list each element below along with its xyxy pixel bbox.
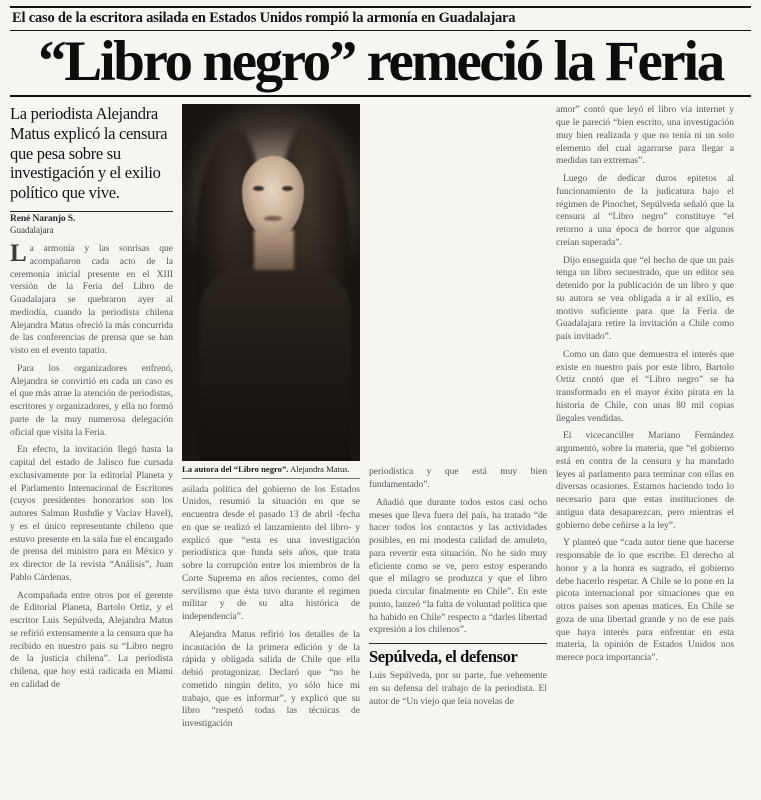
column-3-body-top — [369, 466, 547, 637]
paragraph: Luis Sepúlveda, por su parte, fue vehemente en su defensa del trabajo de la periodista. El autor de “Un viejo que leía novelas de — [369, 670, 547, 707]
byline — [10, 211, 173, 236]
article-columns — [10, 104, 751, 772]
paragraph: Añadió que durante todos estos casi ocho meses que lleva fuera del país, ha tratado “de hacer todos los contactos y las actividades posibles, en mi modesta calidad de amuleto, para revertir esta situación. No he sido muy eficiente como se ve, pero estoy esperando que el milagro se produzca y que el libro pueda circular finalmente en Chile”. En este punto, lanzeó “la falta de voluntad política que ha habido en Chile” respecto a “darles libertad expresión a los chilenos”. — [369, 496, 547, 636]
byline-author: René Naranjo S. — [10, 214, 76, 225]
paragraph: Alejandra Matus refirió los detalles de la incautación de la primera edición y de la rápida y obligada salida de Chile que ella debió protagonizar. Declaró que “no he cometido ningún delito, yo sólo hice mi trabajo, que es informar”, y explicó que su libro “respetó todas las técnicas de investigación — [182, 628, 360, 730]
paragraph: Y planteó que “cada autor tiene que hacerse responsable de lo que escribe. El derecho al honor y a la honra es sagrado, el gobierno debe hacerlo respetar. A Chile se lo pone en la picota internacional por situaciones que en otros países son apenas matices. En Chile se goza de una libertad grande y no de ese país que haya interés para enfrentar en esta materia, la opinión de Estados Unidos nos merece poca importancia”. — [556, 537, 734, 664]
column-1-body — [10, 240, 173, 692]
paragraph: Luego de dedicar duros epítetos al funcionamiento de la judicatura bajo el régimen de Pinochet, Sepúlveda señaló que la censura al “Libro negro” constituye “el retorno a una época de horror que algunos creían superada”. — [556, 173, 734, 248]
column-3-spacer — [369, 104, 547, 466]
paragraph: Para los organizadores enfrenó, Alejandra se convirtió en cada un caso es el que más atrae la atención de periodistas, escritores y organizadores, y ella no formó parte de la muy numerosa delegación oficial que visita la Feria. — [10, 362, 173, 438]
photo-caption-rest: Alejandra Matus. — [288, 464, 350, 475]
standfirst: La periodista Alejandra Matus explicó la censura que pesa sobre su investigación y el exilio político que vive. — [10, 104, 168, 202]
author-photo — [182, 104, 360, 461]
paragraph: La armonía y las sonrisas que acompañaron cada acto de la ceremonia inicial presente en el XIII versión de la Feria del Libro de Guadalajara se quebraron ayer al mediodía, cuando la periodista chilena Alejandra Matus ofreció la más concurrida de las conferencias de prensa que se han visto en el evento tapatío. — [10, 240, 173, 357]
paragraph: amor” contó que leyó el libro vía internet y que le pareció “bien escrito, una investigación muy bien realizada y que no tenía ni un solo elemento del cual agarrarse para llegar a medidas tan extremas”. — [556, 104, 734, 167]
column-2 — [182, 104, 360, 772]
column-4-body — [556, 104, 734, 665]
column-1 — [10, 104, 173, 772]
paragraph: Dijo enseguida que “el hecho de que un país tenga un libro secuestrado, que un editor sea detenido por la publicación de un libro y que su autora se vea obligada a ir al exilio, es motivo suficiente para que la Feria de Guadalajara retire la invitación a Chile como país invitado”. — [556, 254, 734, 343]
paragraph: Acompañada entre otros por el gerente de Editorial Planeta, Bartolo Ortiz, y el escritor Luis Sepúlveda, Alejandra Matus se refirió extensamente a la censura que ha recibido en nuestro país su “Libro negro de la justicia chilena”. La periodista chilena, que hoy está radicada en Miami en calidad de — [10, 589, 173, 690]
column-2-body — [182, 484, 360, 731]
column-3 — [369, 104, 547, 772]
paragraph: En efecto, la invitación llegó hasta la capital del estado de Jalisco fue cursada exclusivamente por la editorial Planeta y el Parlamento Internacional de Escritores (cuyos presidentes honorarios son los autores Salman Rushdie y Vaclav Havel), y es el único representante chileno que estuvo presente en la sala fue el encargado de prensa del ministro para en México y ex director de la revista “Análisis”, Juan Pablo Cárdenas. — [10, 444, 173, 583]
photo-caption-lead: La autora del “Libro negro”. — [182, 464, 289, 475]
paragraph: Como un dato que demuestra el interés que existe en nuestro país por este libro, Bartolo Ortiz contó que el “Libro negro” se ha transformado en el mayor éxito pirata en la historia de Chile, con unas 80 mil copias ilegales vendidas. — [556, 348, 734, 424]
headline-block — [10, 30, 751, 97]
paragraph: El vicecanciller Mariano Fernández argumentó, sobre la materia, que “el gobierno está en contra de la censura y ha mandado leyes al parlamento para terminar con ellas en diversas ocasiones. Estamos haciendo todo lo necesario para que estas instituciones de antigua data desaparezcan, pero mientras el gobierno debe ceñirse a la ley”. — [556, 430, 734, 531]
photo-caption — [182, 461, 360, 478]
column-3-body-bottom — [369, 670, 547, 708]
paragraph: asilada política del gobierno de los Estados Unidos, resumió la situación en que se encuentra desde el pasado 13 de abril -fecha en que se realizó el lanzamiento del libro- y explicó que “esta es una investigación periodística que funda seis años, que trata sobre la corrupción entre los miembros de la Corte Suprema en años recientes, como del servilismo que ésta tuvo durante el regimen militar y de su alta histórica de independencia”. — [182, 483, 360, 623]
byline-location: Guadalajara — [10, 225, 54, 236]
section-subhead: Sepúlveda, el defensor — [369, 643, 547, 665]
photo-block — [182, 104, 360, 478]
paragraph: periodística y que está muy bien fundamentado”. — [369, 466, 547, 491]
photo-grain-overlay — [182, 104, 360, 461]
column-4 — [556, 104, 734, 772]
page-title: “Libro negro” remeció la Feria — [38, 30, 723, 94]
kicker-text: El caso de la escritora asilada en Estados Unidos rompió la armonía en Guadalajara — [12, 10, 516, 26]
kicker-bar — [10, 6, 751, 31]
